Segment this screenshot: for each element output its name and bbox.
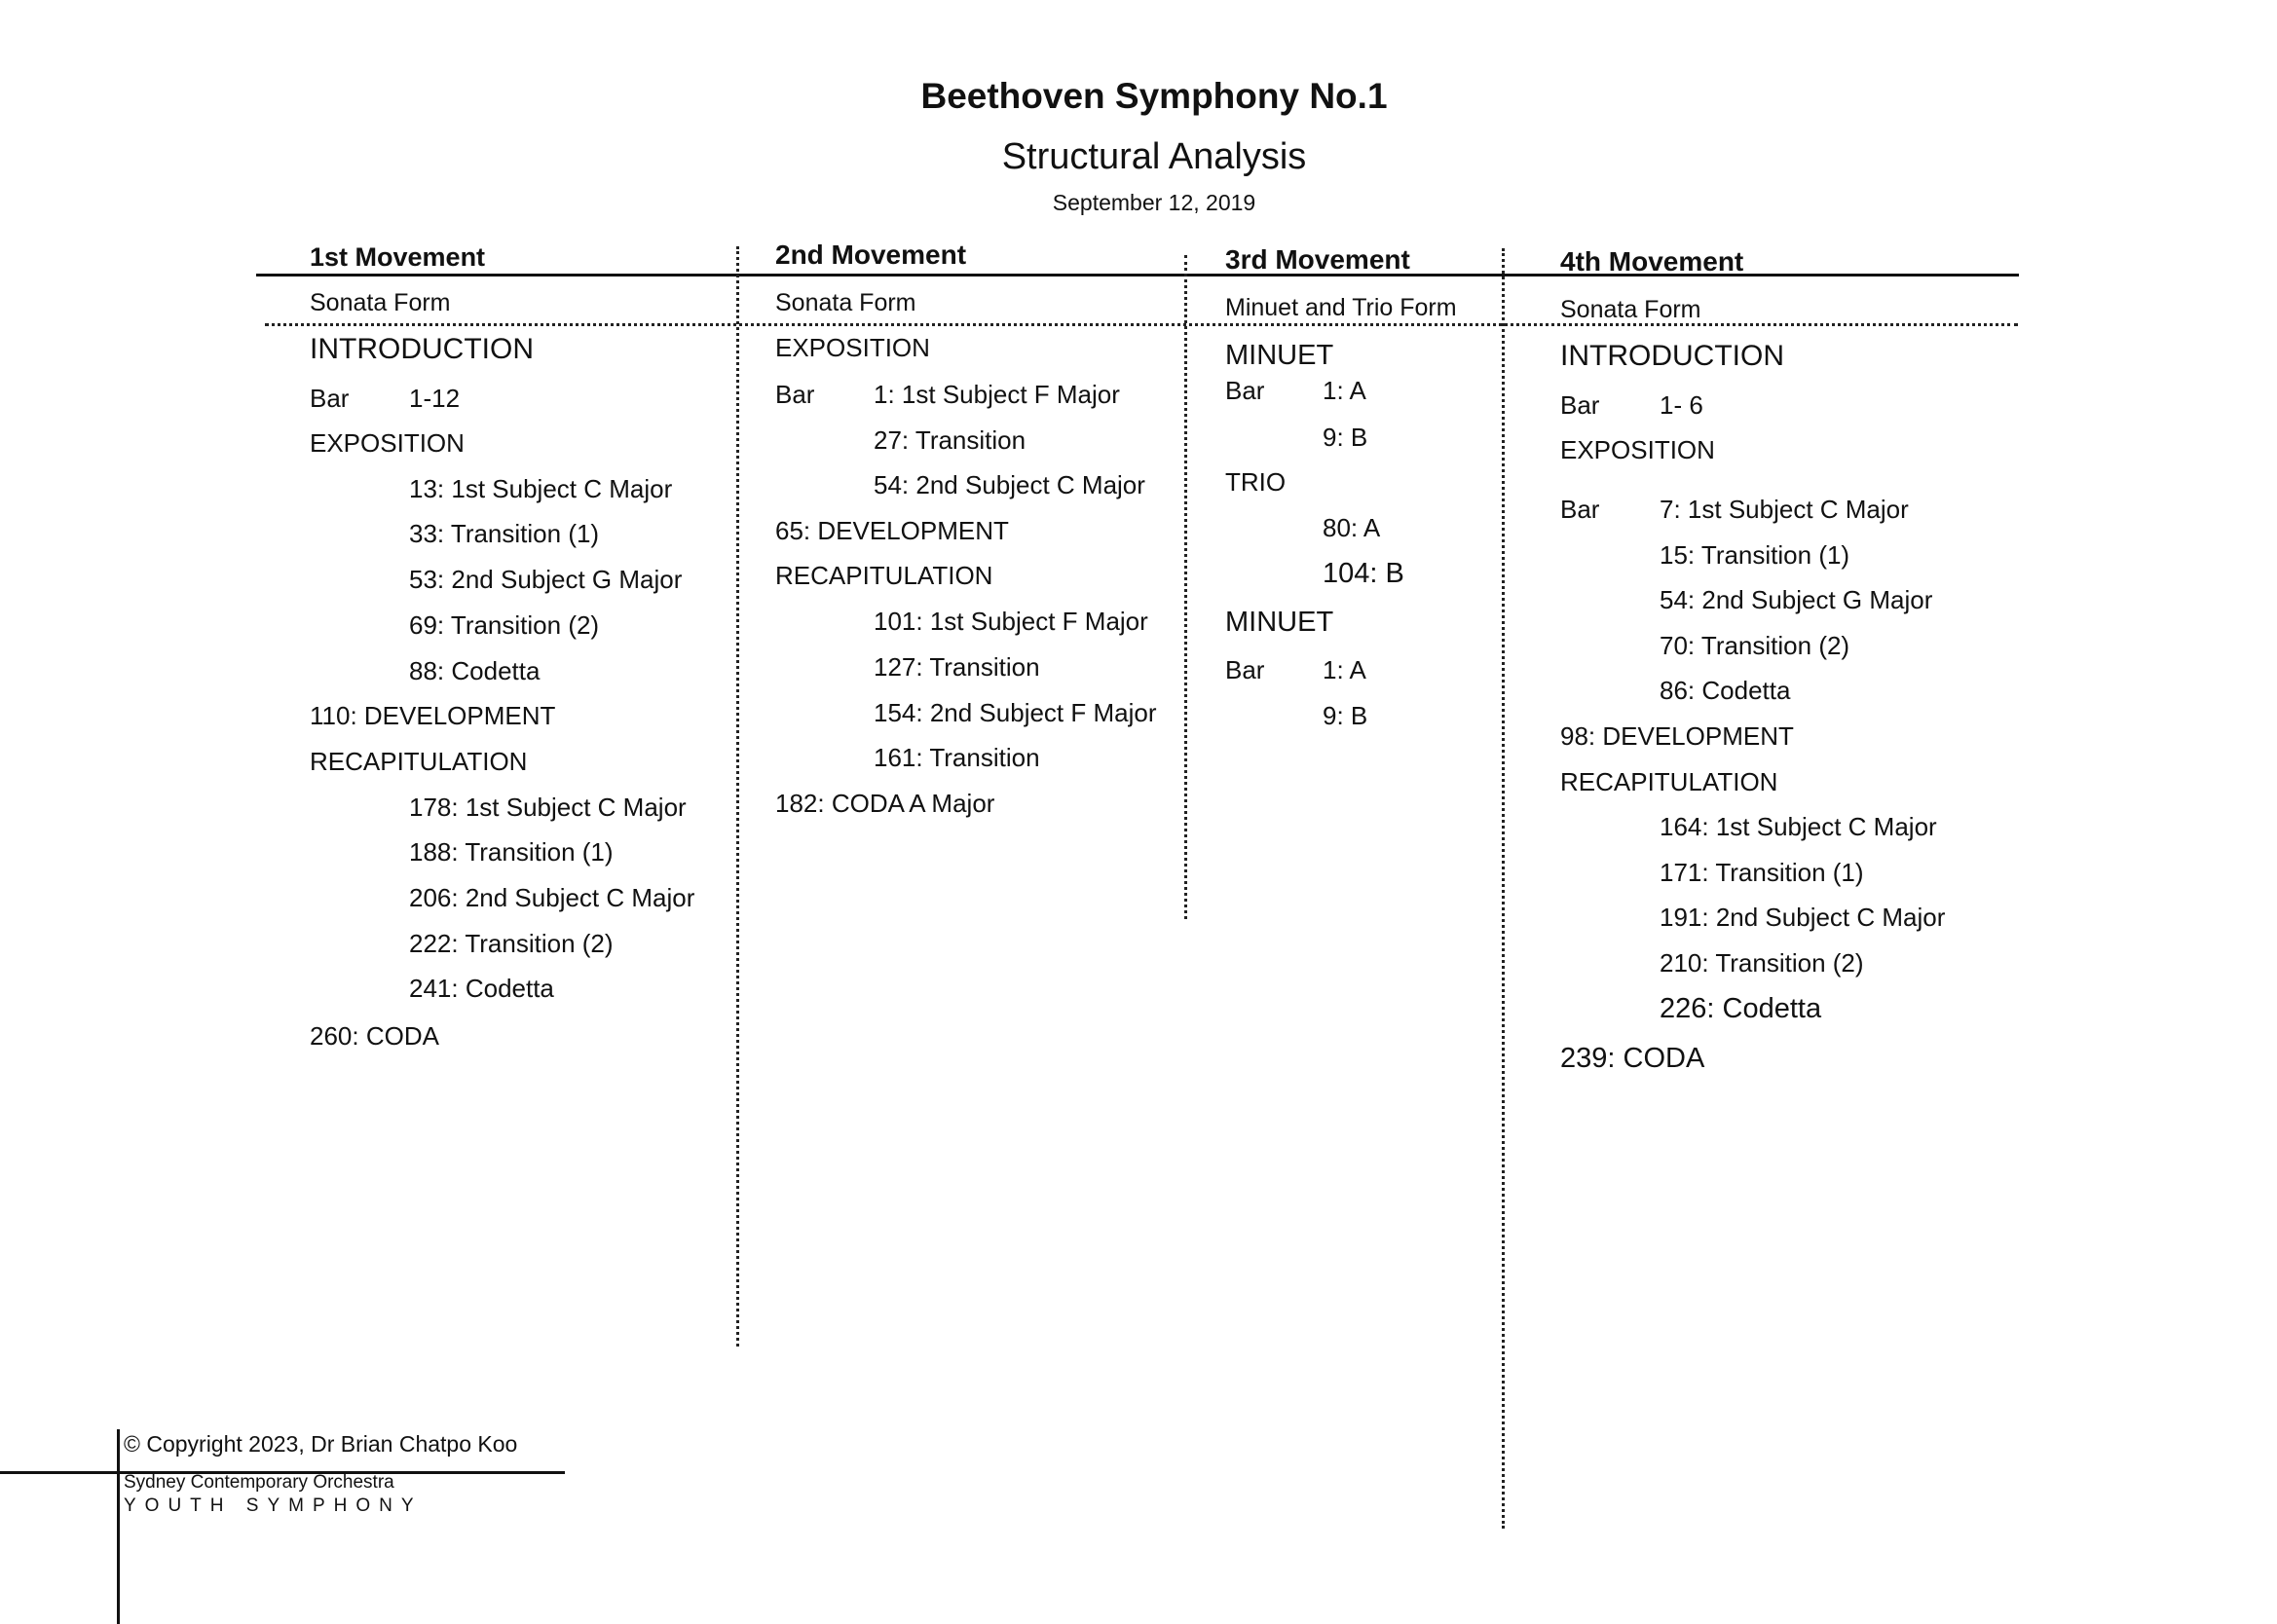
- structure-entry: 54: 2nd Subject C Major: [874, 470, 1145, 499]
- structure-entry: 27: Transition: [874, 425, 1027, 455]
- structure-entry: 9: B: [1323, 701, 1368, 730]
- section-heading: RECAPITULATION: [1560, 767, 1778, 796]
- section-heading: 110: DEVELOPMENT: [310, 701, 556, 730]
- structure-entry: 171: Transition (1): [1660, 858, 1864, 887]
- structure-entry: 15: Transition (1): [1660, 540, 1850, 570]
- page-subtitle: Structural Analysis: [1001, 136, 1307, 177]
- structure-entry: 161: Transition: [874, 743, 1040, 772]
- form-divider: [265, 323, 2018, 326]
- structure-entry: 53: 2nd Subject G Major: [409, 565, 683, 594]
- section-heading: TRIO: [1225, 467, 1287, 497]
- movement-form: Sonata Form: [310, 289, 451, 316]
- bar-label: Bar: [1225, 655, 1265, 684]
- movement-form: Sonata Form: [775, 289, 916, 316]
- bar-label: Bar: [1560, 495, 1600, 524]
- section-heading: EXPOSITION: [1560, 435, 1715, 464]
- movement-form: Minuet and Trio Form: [1225, 294, 1457, 321]
- organization-name: Sydney Contemporary Orchestra: [124, 1472, 394, 1493]
- bar-label: Bar: [1225, 376, 1265, 405]
- section-heading: INTRODUCTION: [1560, 340, 1784, 372]
- structure-entry: 1: A: [1323, 376, 1366, 405]
- structure-entry: 1: 1st Subject F Major: [874, 380, 1120, 409]
- column-divider-2: [1184, 255, 1187, 919]
- structure-entry: 9: B: [1323, 423, 1368, 452]
- page-title: Beethoven Symphony No.1: [920, 76, 1388, 116]
- section-heading: 260: CODA: [310, 1021, 439, 1051]
- structure-entry: 191: 2nd Subject C Major: [1660, 903, 1946, 932]
- document-date: September 12, 2019: [1052, 190, 1256, 215]
- section-heading: 65: DEVELOPMENT: [775, 516, 1009, 545]
- column-divider-3: [1502, 248, 1505, 1529]
- structure-entry: 1: A: [1323, 655, 1366, 684]
- structure-entry: 104: B: [1323, 558, 1404, 589]
- structure-entry: 226: Codetta: [1660, 993, 1822, 1024]
- bar-range: 1- 6: [1660, 390, 1703, 420]
- structure-entry: 206: 2nd Subject C Major: [409, 883, 695, 912]
- bar-label: Bar: [775, 380, 815, 409]
- structure-entry: 33: Transition (1): [409, 519, 600, 548]
- structure-entry: 188: Transition (1): [409, 837, 614, 867]
- structure-entry: 154: 2nd Subject F Major: [874, 698, 1157, 727]
- bar-label: Bar: [1560, 390, 1600, 420]
- structure-entry: 13: 1st Subject C Major: [409, 474, 673, 503]
- movement-title: 4th Movement: [1560, 246, 1744, 277]
- movement-form: Sonata Form: [1560, 296, 1701, 323]
- structure-entry: 69: Transition (2): [409, 610, 600, 640]
- section-heading: 239: CODA: [1560, 1043, 1705, 1074]
- section-heading: MINUET: [1225, 607, 1334, 638]
- section-heading: 98: DEVELOPMENT: [1560, 721, 1794, 751]
- structure-entry: 178: 1st Subject C Major: [409, 793, 687, 822]
- section-heading: EXPOSITION: [310, 428, 465, 458]
- structure-entry: 241: Codetta: [409, 974, 554, 1003]
- section-heading: RECAPITULATION: [775, 561, 993, 590]
- structure-entry: 80: A: [1323, 513, 1381, 542]
- footer-vertical-rule: [117, 1429, 120, 1624]
- bar-range: 1-12: [409, 384, 461, 413]
- structure-entry: 222: Transition (2): [409, 929, 614, 958]
- section-heading: EXPOSITION: [775, 333, 930, 362]
- structure-entry: 164: 1st Subject C Major: [1660, 812, 1937, 841]
- structure-entry: 101: 1st Subject F Major: [874, 607, 1148, 636]
- movement-title: 2nd Movement: [775, 240, 967, 270]
- section-heading: RECAPITULATION: [310, 747, 528, 776]
- structure-entry: 70: Transition (2): [1660, 631, 1850, 660]
- structure-entry: 7: 1st Subject C Major: [1660, 495, 1909, 524]
- copyright-notice: © Copyright 2023, Dr Brian Chatpo Koo: [124, 1431, 518, 1457]
- column-divider-1: [736, 246, 739, 1347]
- ensemble-name: YOUTH SYMPHONY: [124, 1495, 423, 1516]
- movement-title: 1st Movement: [310, 242, 486, 272]
- bar-label: Bar: [310, 384, 350, 413]
- header-rule: [256, 274, 2019, 277]
- section-heading: INTRODUCTION: [310, 333, 534, 365]
- structure-entry: 54: 2nd Subject G Major: [1660, 585, 1933, 614]
- section-heading: 182: CODA A Major: [775, 789, 995, 818]
- structure-entry: 210: Transition (2): [1660, 948, 1864, 978]
- structure-entry: 86: Codetta: [1660, 676, 1791, 705]
- section-heading: MINUET: [1225, 340, 1334, 371]
- movement-title: 3rd Movement: [1225, 244, 1410, 275]
- structure-entry: 127: Transition: [874, 652, 1040, 682]
- structure-entry: 88: Codetta: [409, 656, 541, 685]
